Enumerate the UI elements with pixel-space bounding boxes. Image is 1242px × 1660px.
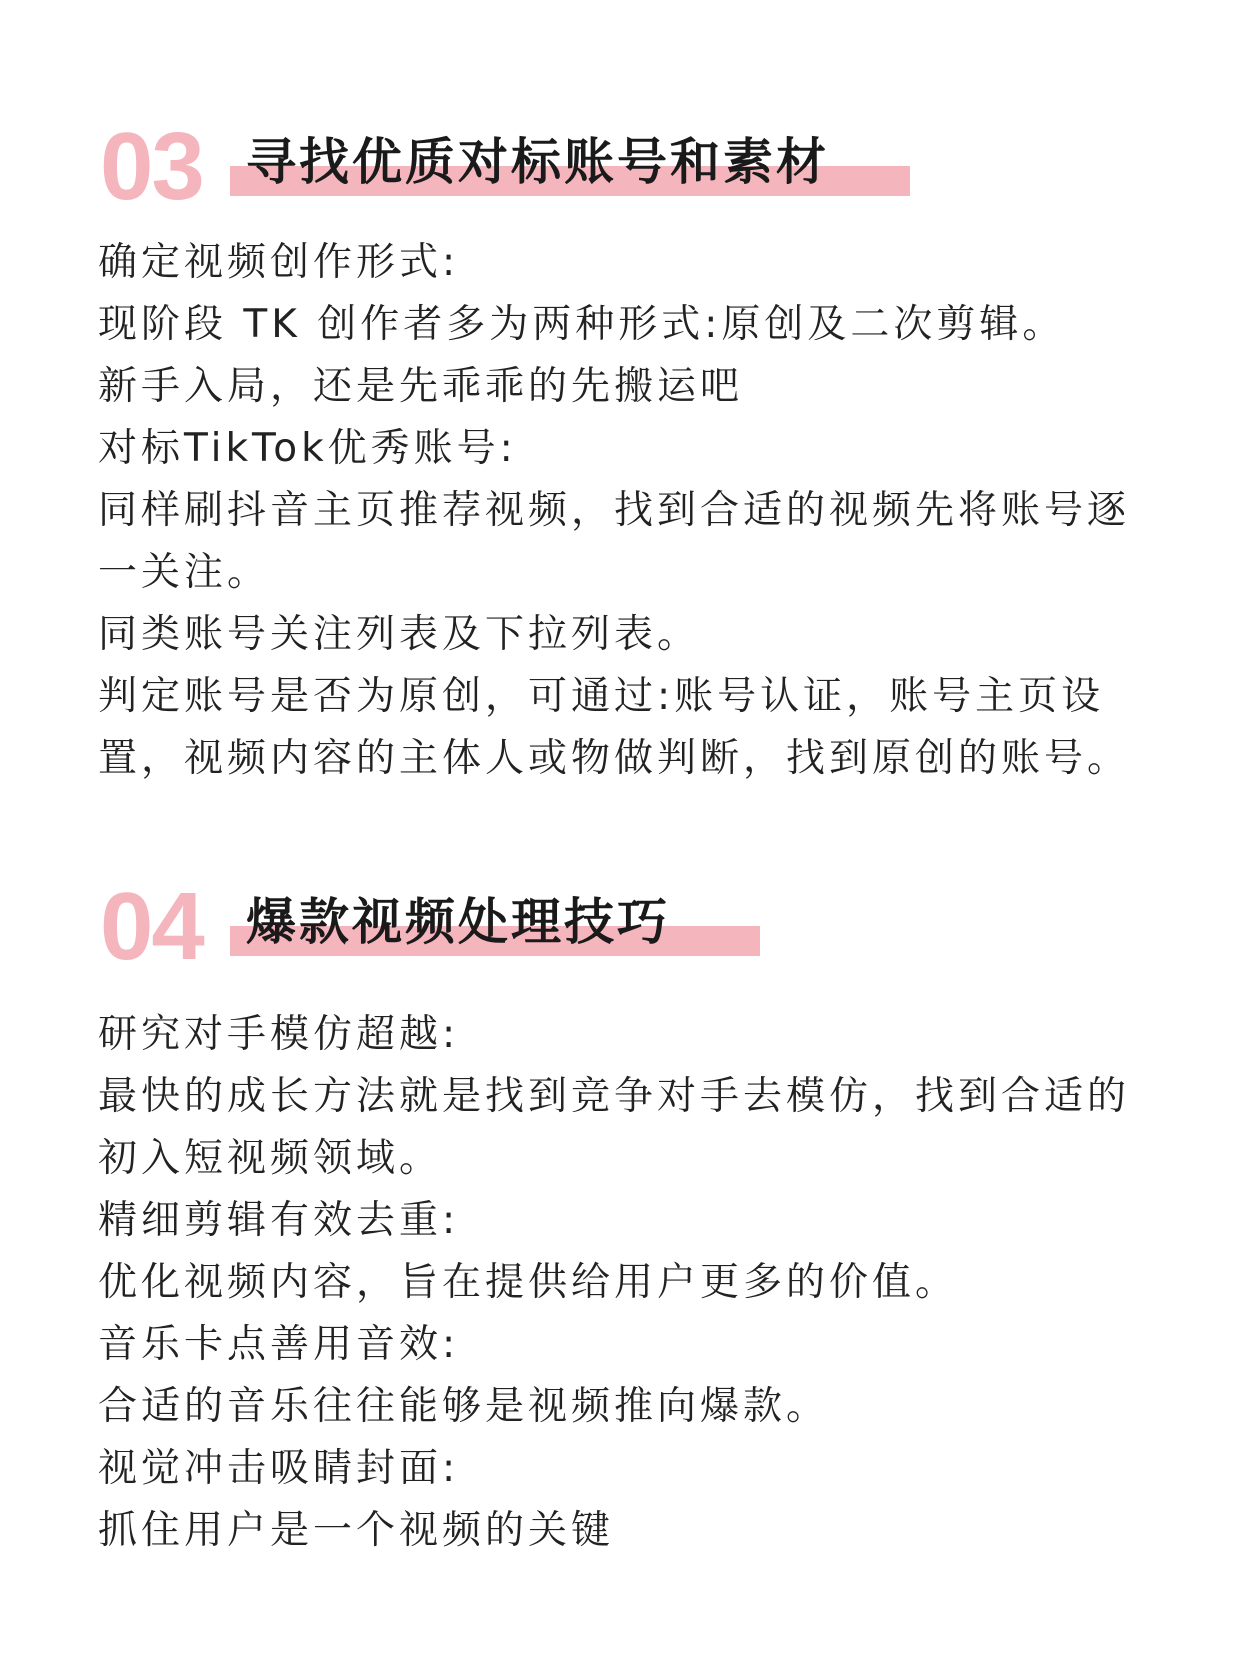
section-04-title: 爆款视频处理技巧 bbox=[246, 893, 670, 951]
section-04-body bbox=[98, 1004, 1158, 1562]
section-03-paragraph: 判定账号是否为原创，可通过:账号认证，账号主页设置，视频内容的主体人或物做判断，找到原创的账号。 bbox=[98, 674, 1131, 781]
section-04-paragraph: 抓住用户是一个视频的关键 bbox=[98, 1508, 615, 1553]
section-03-body bbox=[98, 232, 1158, 790]
section-04-paragraph: 视觉冲击吸睛封面: bbox=[98, 1446, 460, 1491]
section-03-paragraph: 确定视频创作形式: bbox=[98, 240, 460, 285]
section-04-header bbox=[100, 873, 1000, 980]
section-04-number: 04 bbox=[100, 873, 203, 980]
section-03-paragraph: 同类账号关注列表及下拉列表。 bbox=[98, 612, 701, 657]
section-04-paragraph: 优化视频内容，旨在提供给用户更多的价值。 bbox=[98, 1260, 959, 1305]
section-04-paragraph: 研究对手模仿超越: bbox=[98, 1012, 460, 1057]
section-04-paragraph: 音乐卡点善用音效: bbox=[98, 1322, 460, 1367]
section-03-paragraph: 现阶段 TK 创作者多为两种形式:原创及二次剪辑。 bbox=[98, 302, 1066, 347]
section-03-paragraph: 同样刷抖音主页推荐视频，找到合适的视频先将账号逐一关注。 bbox=[98, 488, 1131, 595]
section-03-title: 寻找优质对标账号和素材 bbox=[246, 133, 829, 191]
section-03-paragraph: 对标TikTok优秀账号: bbox=[98, 426, 517, 471]
section-04-paragraph: 合适的音乐往往能够是视频推向爆款。 bbox=[98, 1384, 830, 1429]
section-04-paragraph: 最快的成长方法就是找到竞争对手去模仿，找到合适的初入短视频领域。 bbox=[98, 1074, 1131, 1181]
section-03-number: 03 bbox=[100, 113, 203, 220]
section-03-header bbox=[100, 113, 1000, 220]
section-03-paragraph: 新手入局，还是先乖乖的先搬运吧 bbox=[98, 364, 744, 409]
section-04-paragraph: 精细剪辑有效去重: bbox=[98, 1198, 460, 1243]
